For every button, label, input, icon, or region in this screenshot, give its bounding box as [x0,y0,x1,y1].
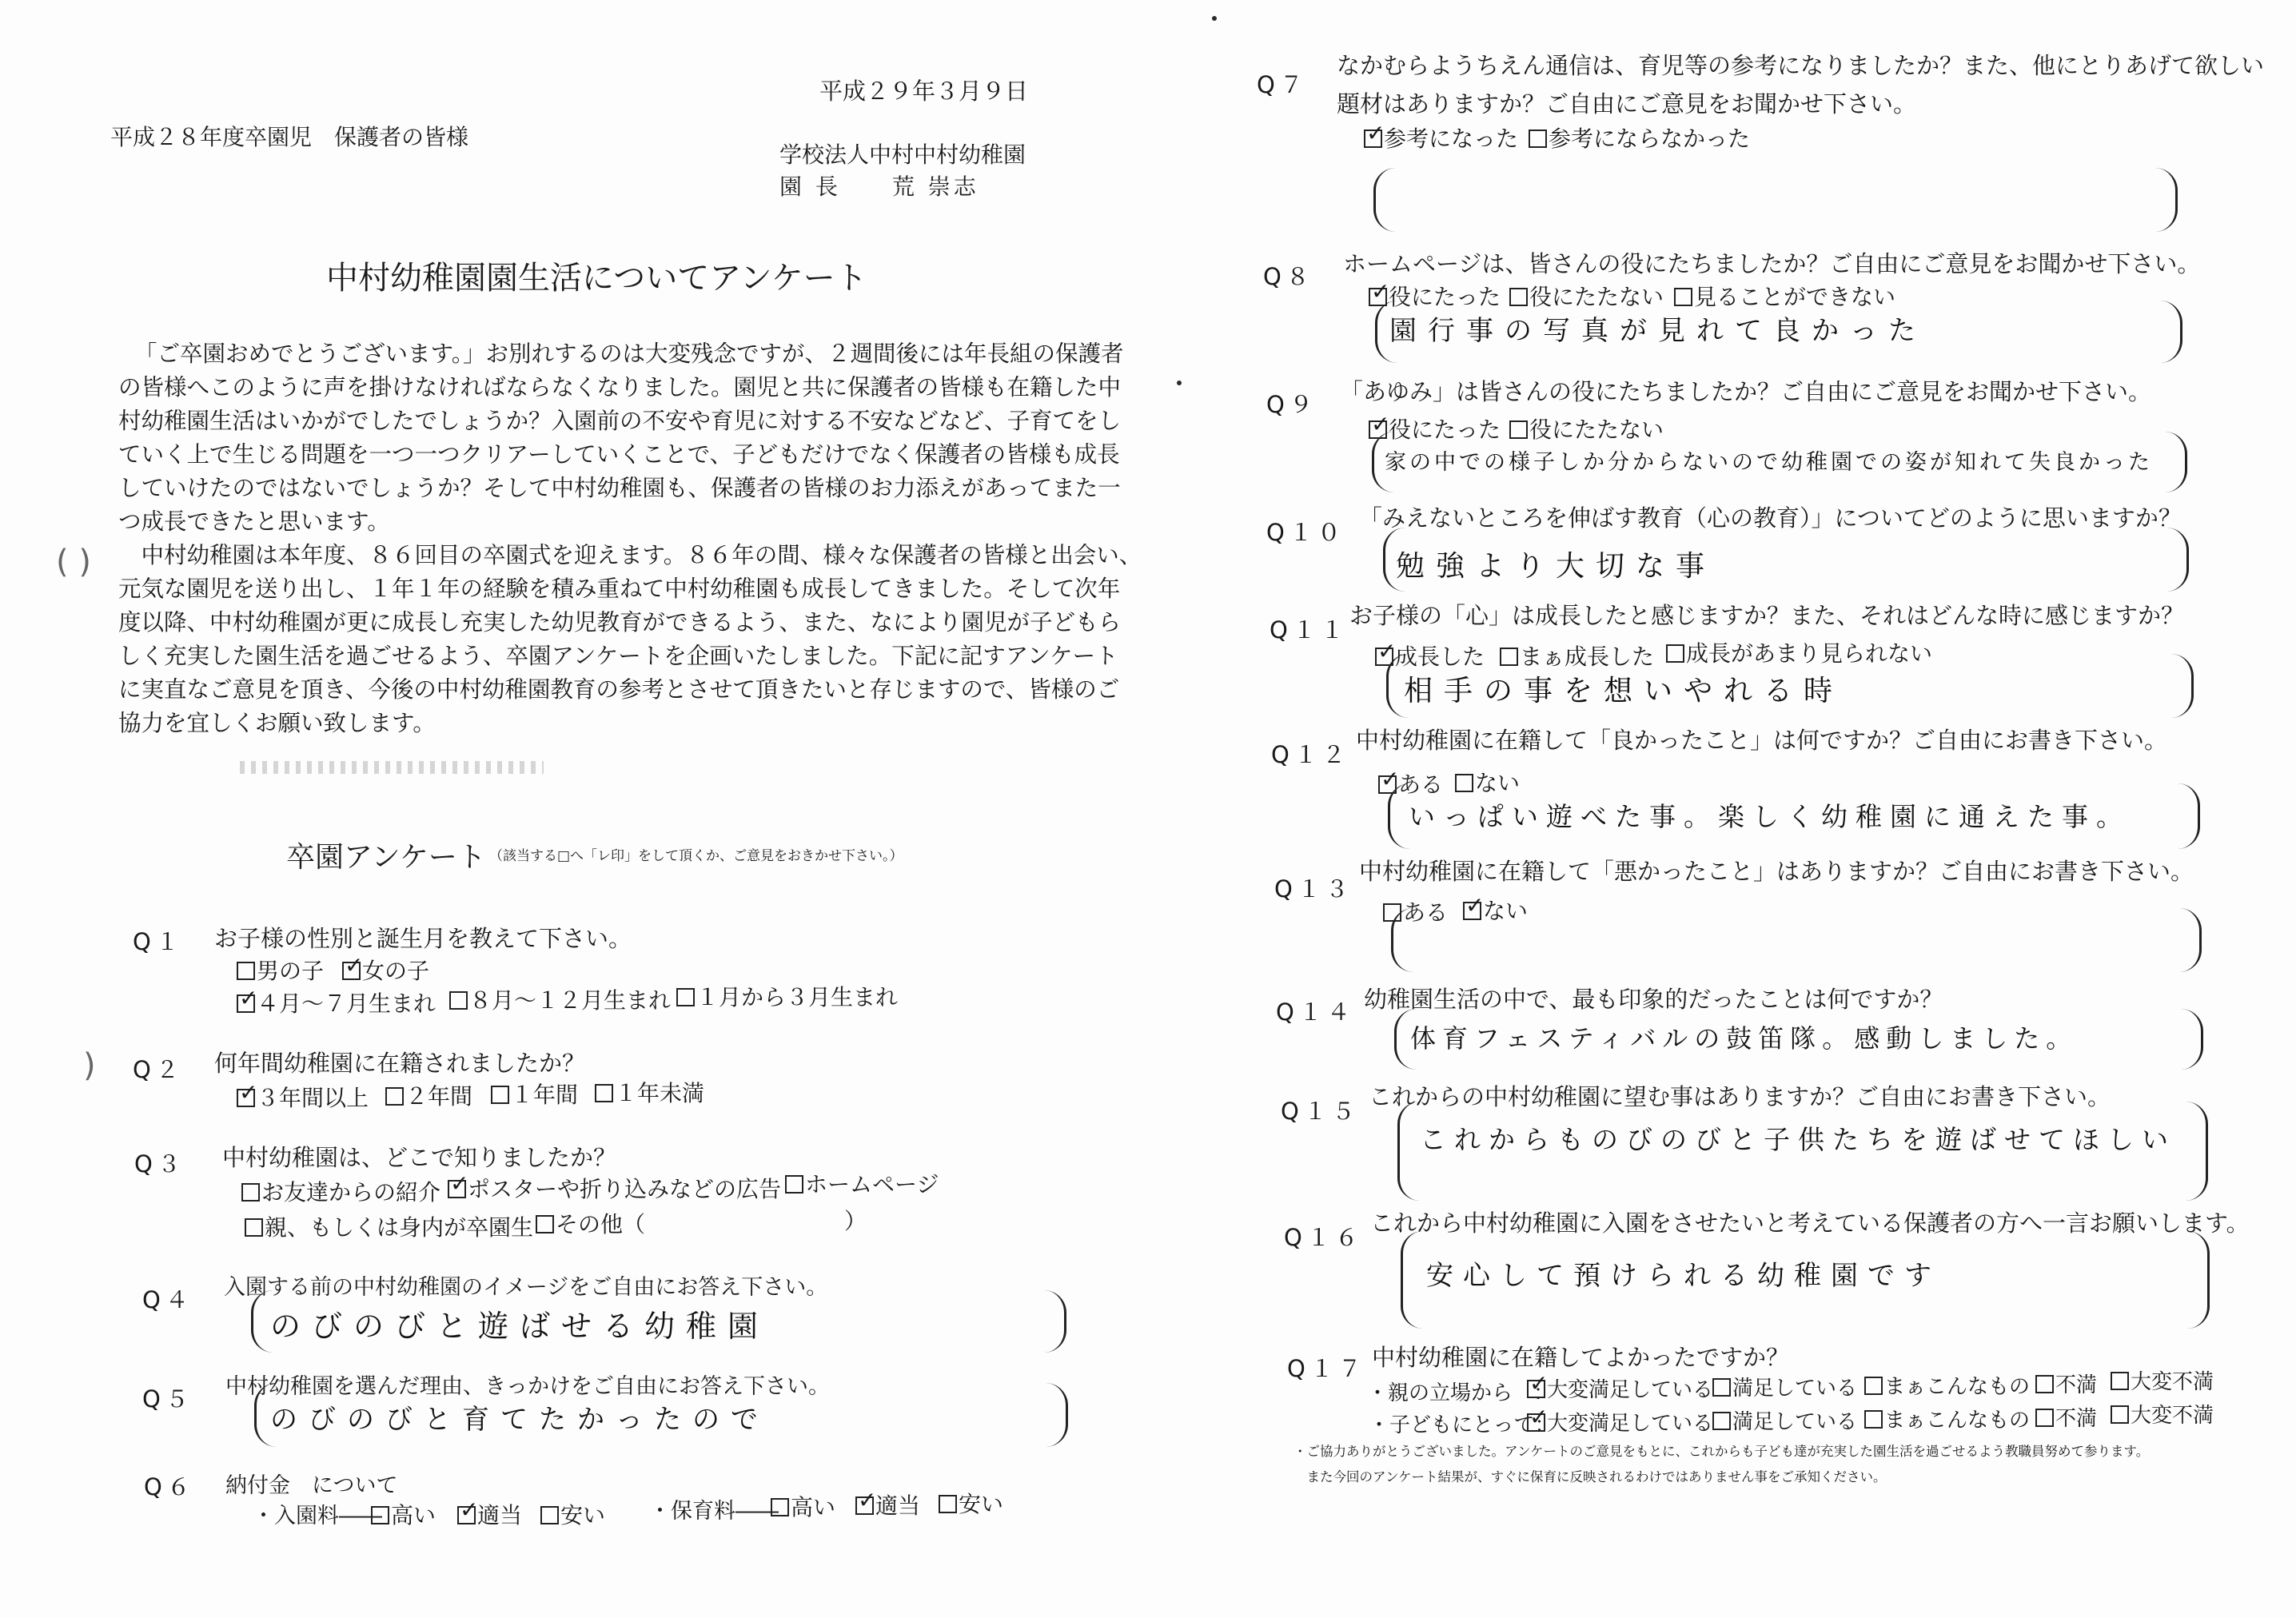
option-label: 女の子 [362,958,430,984]
checkbox[interactable] [1864,1377,1883,1395]
q1-option-jan-mar[interactable] [676,980,898,1012]
checkbox[interactable] [771,1498,789,1516]
checkbox[interactable] [385,1087,404,1106]
q7-number: Q７ [1257,71,1308,98]
checkbox[interactable] [491,1086,509,1104]
q5-text: 中村幼稚園を選んだ理由、きっかけをご自由にお答え下さい。 [225,1374,830,1399]
q5-answer: のびのびと育てたかったので [270,1404,769,1436]
option-label: 親、もしくは身内が卒園生 [265,1214,534,1241]
checkbox-checked[interactable] [342,962,361,980]
option-label: １年間 [511,1082,579,1108]
intro-line: 元気な園児を送り出し、１年１年の経験を積み重ねて中村幼稚園も成長してきました。そして次年 [118,576,1121,602]
q6-tuition-label: ・保育料―― [649,1499,779,1524]
intro-line: に実直なご意見を頂き、今後の中村幼稚園教育の参考とさせて頂きたいと存じますので、皆様のご [118,676,1120,703]
q15-text: これからの中村幼稚園に望む事はありますか？ご自由にお書き下さい。 [1369,1083,2111,1110]
q8-number: Q８ [1263,263,1314,290]
checkbox[interactable] [241,1183,260,1202]
option-label: １月から３月生まれ [696,984,899,1010]
school-name: 学校法人中村中村幼稚園 [779,141,1026,168]
checkbox[interactable] [1529,130,1547,148]
q8-text: ホームページは、皆さんの役にたちましたか？ご自由にご意見をお聞かせ下さい。 [1343,250,2201,277]
option-label: お友達からの紹介 [261,1179,441,1206]
option-label: 役にたった [1389,416,1501,443]
q6-tuition-low[interactable] [939,1487,1003,1519]
q17-text: 中村幼稚園に在籍してよかったですか？ [1372,1344,1790,1371]
q10-text: 「みえないところを伸ばす教育（心の教育）」についてどのように思いますか？ [1359,504,2182,532]
option-label: まぁこんなもの [1884,1375,2031,1399]
option-label: ８月～１２月生まれ [469,987,672,1014]
option-label: ない [1483,898,1529,924]
checkbox-checked[interactable] [448,1180,466,1198]
q15-answer: これからものびのびと子供たちを遊ばせてほしい [1420,1124,2176,1155]
q6-entrance-fair[interactable] [457,1498,522,1530]
footer-note-1: ・ご協力ありがとうございました。アンケートのご意見をもとに、これからも子ども達が充実した園生活を過ごせるよう教職員努めて参ります。 [1293,1444,2150,1459]
intro-line: 度以降、中村幼稚園が更に成長し充実した幼児教育ができるよう、また、なにより園児が子どもら [118,609,1122,636]
q3-number: Q３ [134,1150,185,1178]
intro-line: つ成長できたと思います。 [118,508,390,535]
checkbox[interactable] [449,991,468,1010]
q2-option-under1[interactable] [595,1076,704,1108]
intro-line: 村幼稚園生活はいかがでしたでしょうか？入園前の不安や育児に対する不安などなど、子育てをし [118,408,1122,434]
checkbox[interactable] [1712,1378,1731,1397]
option-label: まぁ成長した [1520,644,1655,670]
q13-text: 中村幼稚園に在籍して「悪かったこと」はありますか？ご自由にお書き下さい。 [1359,858,2194,885]
option-label: 役にたたない [1529,416,1664,443]
q7-text-1: なかむらようちえん通信は、育児等の参考になりましたか？また、他にとりあげて欲しい [1337,52,2265,79]
q17-child-so-so[interactable] [1864,1404,2030,1433]
q4-number: Q４ [142,1286,193,1313]
q2-option-1yr[interactable] [491,1078,578,1110]
checkbox[interactable] [245,1218,263,1237]
option-label: 不満 [2055,1373,2098,1397]
option-label: 参考にならなかった [1549,126,1751,152]
q11-answer: 相手の事を想いやれる時 [1404,675,1844,707]
q16-answer: 安心して預けられる幼稚園です [1426,1260,1941,1292]
date: 平成２９年３月９日 [819,78,1029,105]
q6-text: 納付金 について [225,1473,398,1498]
option-label: ない [1475,770,1521,796]
option-label: 大変満足している [1547,1412,1714,1436]
q9-number: Q９ [1266,391,1317,418]
q3-option-other[interactable] [536,1207,645,1239]
option-label: ２年間 [405,1083,473,1110]
q2-option-2yrs[interactable] [385,1079,472,1111]
q17-child-satisfied[interactable] [1712,1405,1857,1435]
q1-option-apr-jul[interactable] [237,986,436,1018]
option-label: 安い [560,1502,606,1528]
q6-number: Q６ [144,1473,195,1500]
option-label: 適当 [477,1502,523,1528]
q8-answer: 園行事の写真が見れて良かった [1389,315,1927,347]
checkbox[interactable] [785,1175,803,1194]
option-label: 高い [391,1502,436,1528]
q4-answer: のびのびと遊ばせる幼稚園 [270,1309,770,1344]
option-label: 役にたたない [1529,284,1664,310]
intro-line: 中村幼稚園は本年度、８６回目の卒園式を迎えます。８６年の間、様々な保護者の皆様と出会い、 [118,542,1142,568]
checkbox[interactable] [2111,1405,2129,1424]
q17-child-very-dissatisfied[interactable] [2111,1399,2214,1429]
q6-entrance-low[interactable] [540,1498,605,1530]
option-label: ホームページ [805,1171,939,1198]
q7-option-not-helpful[interactable] [1529,122,1750,153]
footer-note-2: また今回のアンケート結果が、すぐに保育に反映されるわけではありません事をご承知ください。 [1293,1469,1887,1484]
q3-option-homepage[interactable] [785,1167,939,1199]
q6-entrance-high[interactable] [371,1498,436,1530]
intro-line: していけたのではないでしょうか？そして中村幼稚園も、保護者の皆様のお力添えがあってまた一 [118,475,1121,501]
q14-text: 幼稚園生活の中で、最も印象的だったことは何ですか？ [1364,986,1943,1013]
page-title: 中村幼稚園園生活についてアンケート [326,260,867,297]
q2-number: Q２ [133,1056,184,1083]
q3-option-poster[interactable] [448,1172,781,1204]
q11-text: お子様の「心」は成長したと感じますか？また、それはどんな時に感じますか？ [1349,602,2185,629]
q12-number: Q１２ [1271,741,1350,768]
option-label: その他（ [556,1211,646,1237]
option-label: ３年間以上 [257,1085,369,1111]
q1-option-girl[interactable] [342,954,429,986]
q3-text: 中村幼稚園は、どこで知りましたか？ [222,1144,617,1171]
q4-text: 入園する前の中村幼稚園のイメージをご自由にお答え下さい。 [224,1275,828,1300]
scan-smudge [240,761,544,774]
q17-parent-satisfied[interactable] [1712,1372,1857,1401]
intro-line: ていく上で生じる問題を一つ一つクリアーしていくことで、子どもだけでなく保護者の皆様も成長 [118,441,1120,468]
q9-answer: 家の中での様子しか分からないので幼稚園での姿が知れて失良かった [1385,450,2153,475]
scan-dot [1212,16,1217,21]
q10-answer: 勉強より大切な事 [1396,550,1716,583]
q3-other-close: ） [844,1208,867,1234]
q1-text: お子様の性別と誕生月を教えて下さい。 [214,925,632,952]
q13-answer-box[interactable] [1391,908,2202,972]
survey-note: （該当する□へ「レ印」をして頂くか、ご意見をおきかせ下さい。） [489,848,903,864]
q6-tuition-fair[interactable] [855,1488,920,1520]
checkbox[interactable] [939,1495,957,1513]
checkbox[interactable] [371,1506,389,1524]
checkbox-checked[interactable] [457,1506,476,1524]
q16-number: Q１６ [1284,1224,1363,1251]
option-label: 成長した [1395,644,1485,670]
q17-parent-so-so[interactable] [1864,1370,2030,1400]
q6-entrance-fee-label: ・入園料―― [253,1504,382,1528]
intro-line: しく充実した園生活を過ごせるよう、卒園アンケートを企画いたしました。下記に記すアンケート [118,643,1118,669]
checkbox-checked[interactable] [237,994,255,1013]
binder-mark: ) [83,1047,96,1084]
checkbox-checked[interactable] [1364,130,1382,148]
principal: 園 長 荒 崇志 [779,173,979,200]
option-label: 安い [959,1491,1004,1517]
q17-parent-label: ・親の立場から ： [1367,1381,1555,1405]
option-label: 大変不満 [2131,1404,2214,1428]
q15-number: Q１５ [1281,1098,1360,1125]
option-label: ある [1403,899,1449,926]
checkbox-checked[interactable] [1527,1413,1545,1432]
option-label: 適当 [875,1492,921,1519]
q5-number: Q５ [142,1385,193,1413]
checkbox[interactable] [237,962,255,980]
q1-number: Q１ [133,928,184,955]
option-label: 大変不満 [2131,1370,2214,1394]
q11-number: Q１１ [1270,616,1349,644]
option-label: 高い [791,1494,836,1520]
option-label: 役にたった [1389,284,1501,310]
q3-option-friend[interactable] [241,1175,440,1207]
q13-number: Q１３ [1274,875,1353,903]
option-label: 成長があまり見られない [1686,640,1933,667]
q2-option-3yrs[interactable] [237,1081,369,1113]
q1-option-boy[interactable] [237,954,324,986]
scan-dot [1177,381,1182,385]
checkbox[interactable] [1712,1412,1731,1430]
option-label: 不満 [2055,1407,2098,1431]
q12-answer: いっぱい遊べた事。楽しく幼稚園に通えた事。 [1409,801,2131,832]
q14-number: Q１４ [1276,998,1355,1026]
checkbox[interactable] [2035,1409,2054,1427]
option-label: 見ることができない [1694,284,1896,310]
q1-option-aug-dec[interactable] [449,983,671,1015]
option-label: 満足している [1732,1410,1858,1434]
q17-parent-dissatisfied[interactable] [2035,1369,2097,1398]
checkbox-checked[interactable] [855,1496,874,1515]
q9-text: 「あゆみ」は皆さんの役にたちましたか？ご自由にご意見をお聞かせ下さい。 [1340,378,2152,405]
option-label: ある [1398,771,1444,798]
q17-child-label: ・子どもにとって： [1369,1413,1556,1437]
checkbox[interactable] [1864,1410,1883,1429]
q12-text: 中村幼稚園に在籍して「良かったこと」は何ですか？ご自由にお書き下さい。 [1356,727,2168,754]
q14-answer: 体育フェスティバルの鼓笛隊。感動しました。 [1410,1023,2079,1054]
q10-number: Q１０ [1266,519,1345,546]
addressee: 平成２８年度卒園児 保護者の皆様 [110,124,469,150]
q17-parent-very-dissatisfied[interactable] [2111,1365,2214,1395]
survey-heading: 卒園アンケート [286,841,486,874]
option-label: ポスターや折り込みなどの広告 [468,1176,782,1202]
checkbox[interactable] [540,1506,559,1524]
checkbox[interactable] [2035,1375,2054,1393]
intro-line: 協力を宜しくお願い致します。 [118,710,436,736]
checkbox-checked[interactable] [1527,1380,1545,1398]
option-label: 参考になった [1384,126,1519,152]
option-label: 大変満足している [1547,1378,1714,1402]
q16-text: これから中村幼稚園に入園をさせたいと考えている保護者の方へ一言お願いします。 [1370,1210,2250,1237]
option-label: 満足している [1732,1377,1858,1401]
option-label: １年未満 [615,1080,705,1106]
intro-line: の皆様へこのように声を掛けなければならなくなりました。園児と共に保護者の皆様も在籍した中 [118,374,1122,401]
checkbox[interactable] [2111,1372,2129,1390]
q17-parent-very-satisfied[interactable] [1527,1373,1713,1403]
q2-text: 何年間幼稚園に在籍されましたか？ [214,1050,586,1077]
checkbox[interactable] [676,988,695,1006]
q17-child-very-satisfied[interactable] [1527,1407,1713,1437]
intro-line: 「ご卒園おめでとうございます。」お別れするのは大変残念ですが、２週間後には年長組の保護者 [134,341,1124,367]
q7-option-helpful[interactable] [1364,122,1518,153]
checkbox[interactable] [536,1215,554,1233]
option-label: ４月～７月生まれ [257,990,436,1017]
checkbox[interactable] [595,1084,613,1102]
option-label: まぁこんなもの [1884,1409,2031,1433]
q17-number: Q１７ [1287,1355,1366,1382]
q7-answer-box[interactable] [1373,168,2178,232]
q7-text-2: 題材はありますか？ご自由にご意見をお聞かせ下さい。 [1337,90,1917,118]
checkbox-checked[interactable] [237,1089,255,1107]
q17-child-dissatisfied[interactable] [2035,1402,2097,1432]
q3-option-relative[interactable] [245,1210,533,1242]
binder-mark: ( ) [56,544,91,580]
option-label: 男の子 [257,958,325,984]
checkbox-checked[interactable] [1369,288,1387,306]
q6-tuition-high[interactable] [771,1490,835,1522]
